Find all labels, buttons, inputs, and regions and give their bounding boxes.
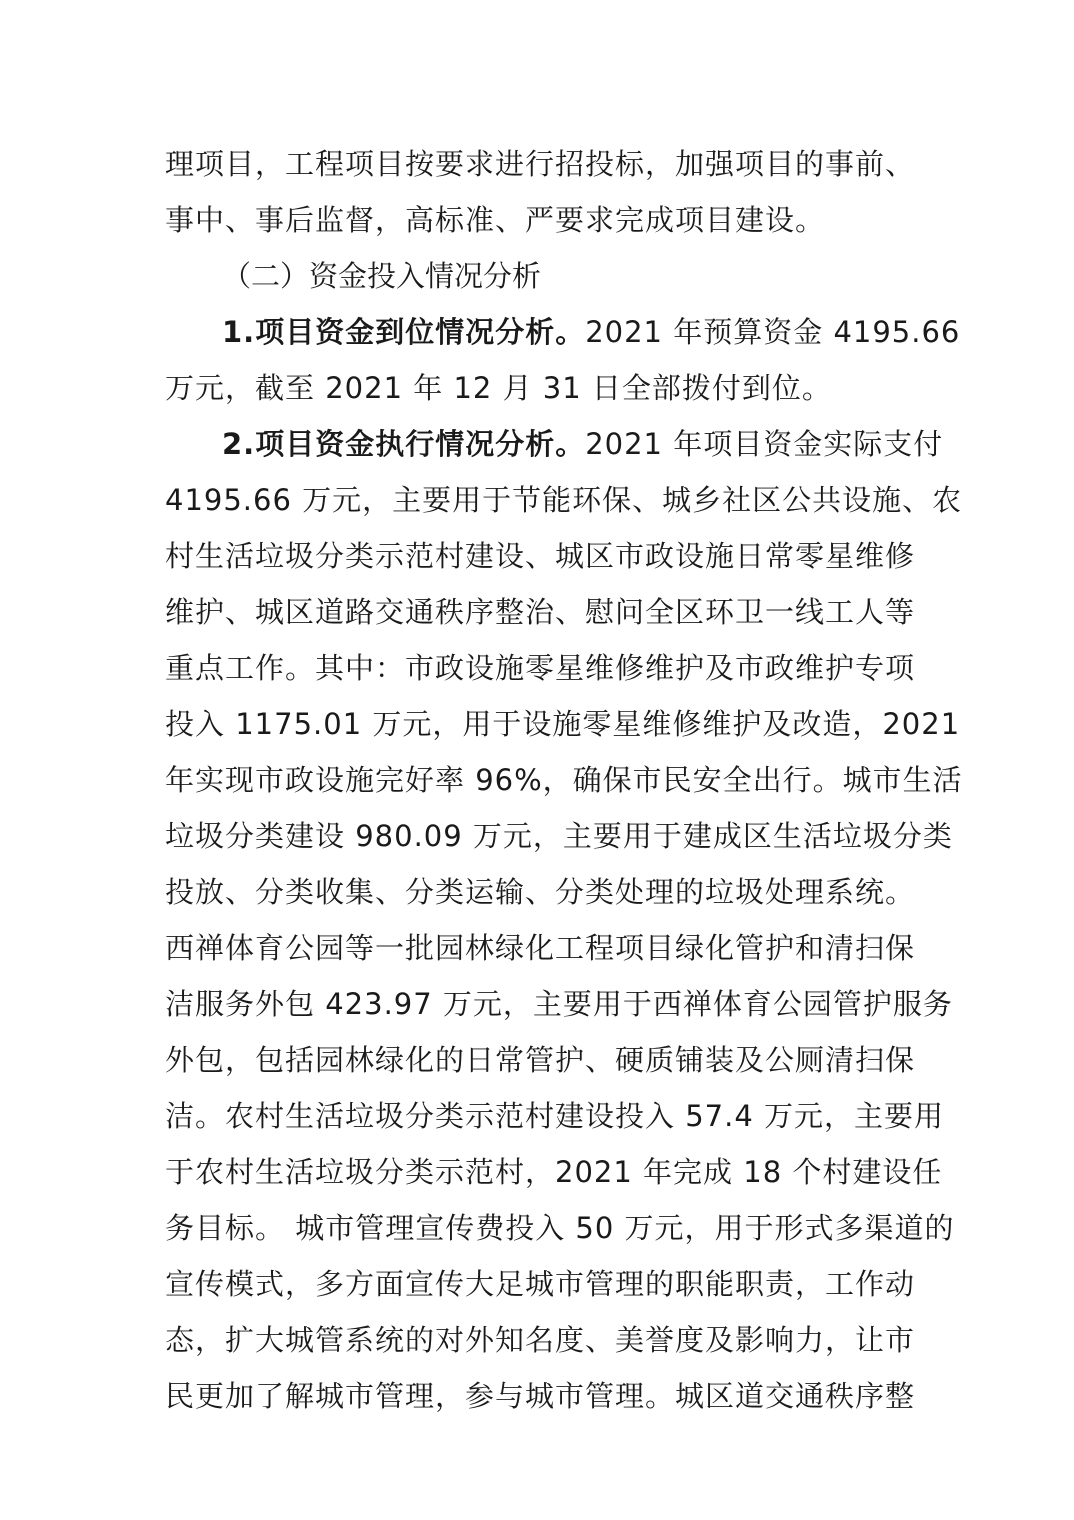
paragraph-line: 务目标。 城市管理宣传费投入 50 万元，用于形式多渠道的 — [165, 1211, 955, 1245]
paragraph-line: 洁服务外包 423.97 万元，主要用于西禅体育公园管护服务 — [165, 987, 953, 1021]
item2-text: 2021 年项目资金实际支付 — [585, 427, 944, 461]
paragraph-line: 洁。农村生活垃圾分类示范村建设投入 57.4 万元，主要用 — [165, 1099, 945, 1133]
item2-first-line — [222, 424, 944, 464]
paragraph-line: 外包，包括园林绿化的日常管护、硬质铺装及公厕清扫保 — [165, 1043, 916, 1077]
item2-title: 2.项目资金执行情况分析。 — [222, 427, 586, 461]
paragraph-line: 投放、分类收集、分类运输、分类处理的垃圾处理系统。 — [165, 875, 916, 909]
paragraph-line: 重点工作。其中：市政设施零星维修维护及市政维护专项 — [165, 651, 916, 685]
paragraph-line: 民更加了解城市管理，参与城市管理。城区道交通秩序整 — [165, 1379, 916, 1413]
section-heading: （二）资金投入情况分析 — [222, 259, 542, 293]
paragraph-line: 4195.66 万元，主要用于节能环保、城乡社区公共设施、农 — [165, 483, 963, 517]
paragraph-line: 维护、城区道路交通秩序整治、慰问全区环卫一线工人等 — [165, 595, 916, 629]
item1-text: 2021 年预算资金 4195.66 — [585, 315, 961, 349]
paragraph-line: 投入 1175.01 万元，用于设施零星维修维护及改造，2021 — [165, 707, 961, 741]
paragraph-line: 宣传模式，多方面宣传大足城市管理的职能职责，工作动 — [165, 1267, 916, 1301]
paragraph-line: 态，扩大城管系统的对外知名度、美誉度及影响力，让市 — [165, 1323, 916, 1357]
item1-title: 1.项目资金到位情况分析。 — [222, 315, 586, 349]
item1-first-line — [222, 312, 961, 352]
paragraph-line: 于农村生活垃圾分类示范村，2021 年完成 18 个村建设任 — [165, 1155, 943, 1189]
paragraph-line: 西禅体育公园等一批园林绿化工程项目绿化管护和清扫保 — [165, 931, 916, 965]
paragraph-line: 事中、事后监督，高标准、严要求完成项目建设。 — [165, 203, 826, 237]
paragraph-line: 理项目，工程项目按要求进行招投标，加强项目的事前、 — [165, 147, 916, 181]
paragraph-line: 万元，截至 2021 年 12 月 31 日全部拨付到位。 — [165, 371, 832, 405]
paragraph-line: 垃圾分类建设 980.09 万元，主要用于建成区生活垃圾分类 — [165, 819, 953, 853]
paragraph-line: 村生活垃圾分类示范村建设、城区市政设施日常零星维修 — [165, 539, 916, 573]
paragraph-line: 年实现市政设施完好率 96%，确保市民安全出行。城市生活 — [165, 763, 963, 797]
